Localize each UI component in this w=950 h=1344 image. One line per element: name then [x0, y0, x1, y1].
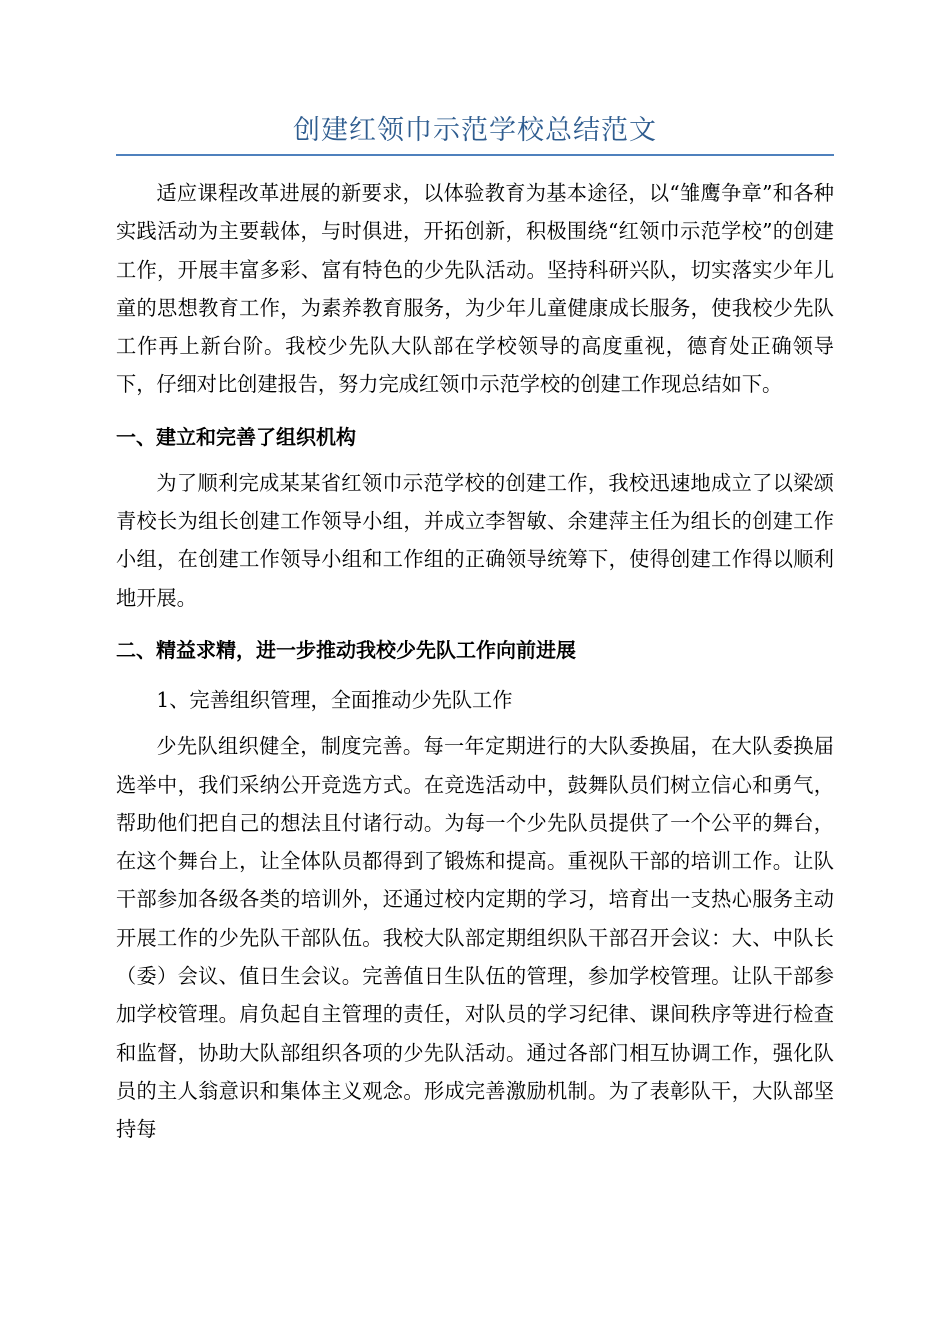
document-title: 创建红领巾示范学校总结范文 [293, 115, 657, 146]
section-2-heading: 二、精益求精，进一步推动我校少先队工作向前进展 [116, 637, 576, 662]
section-2-subheading: 1、完善组织管理，全面推动少先队工作 [156, 687, 513, 712]
title-underline [116, 154, 834, 156]
intro-paragraph: 适应课程改革进展的新要求，以体验教育为基本途径，以“雏鹰争章”和各种实践活动为主要载体，与时俱进，开拓创新，积极围绕“红领巾示范学校”的创建工作，开展丰富多彩、富有特色的少先队活动。坚持科研兴队，切实落实少年儿童的思想教育工作，为素养教育服务，为少年儿童健康成长服务，使我校少先队工作再上新台阶。我校少先队大队部在学校领导的高度重视，德育处正确领导下，仔细对比创建报告，努力完成红领巾示范学校的创建工作现总结如下。 [116, 181, 834, 397]
document-body [116, 166, 834, 1149]
section-1-paragraph: 为了顺利完成某某省红领巾示范学校的创建工作，我校迅速地成立了以梁颂青校长为组长创建工作领导小组，并成立李智敏、余建萍主任为组长的创建工作小组，在创建工作领导小组和工作组的正确领导统筹下，使得创建工作得以顺利地开展。 [116, 470, 834, 610]
section-2-paragraph: 少先队组织健全，制度完善。每一年定期进行的大队委换届，在大队委换届选举中，我们采纳公开竞选方式。在竞选活动中，鼓舞队员们树立信心和勇气，帮助他们把自己的想法且付诸行动。为每一个少先队员提供了一个公平的舞台，在这个舞台上，让全体队员都得到了锻炼和提高。重视队干部的培训工作。让队干部参加各级各类的培训外，还通过校内定期的学习，培育出一支热心服务主动开展工作的少先队干部队伍。我校大队部定期组织队干部召开会议：大、中队长（委）会议、值日生会议。完善值日生队伍的管理，参加学校管理。让队干部参加学校管理。肩负起自主管理的责任，对队员的学习纪律、课间秩序等进行检查和监督，协助大队部组织各项的少先队活动。通过各部门相互协调工作，强化队员的主人翁意识和集体主义观念。形成完善激励机制。为了表彰队干，大队部坚持每 [116, 734, 834, 1142]
section-1-heading: 一、建立和完善了组织机构 [116, 424, 356, 449]
